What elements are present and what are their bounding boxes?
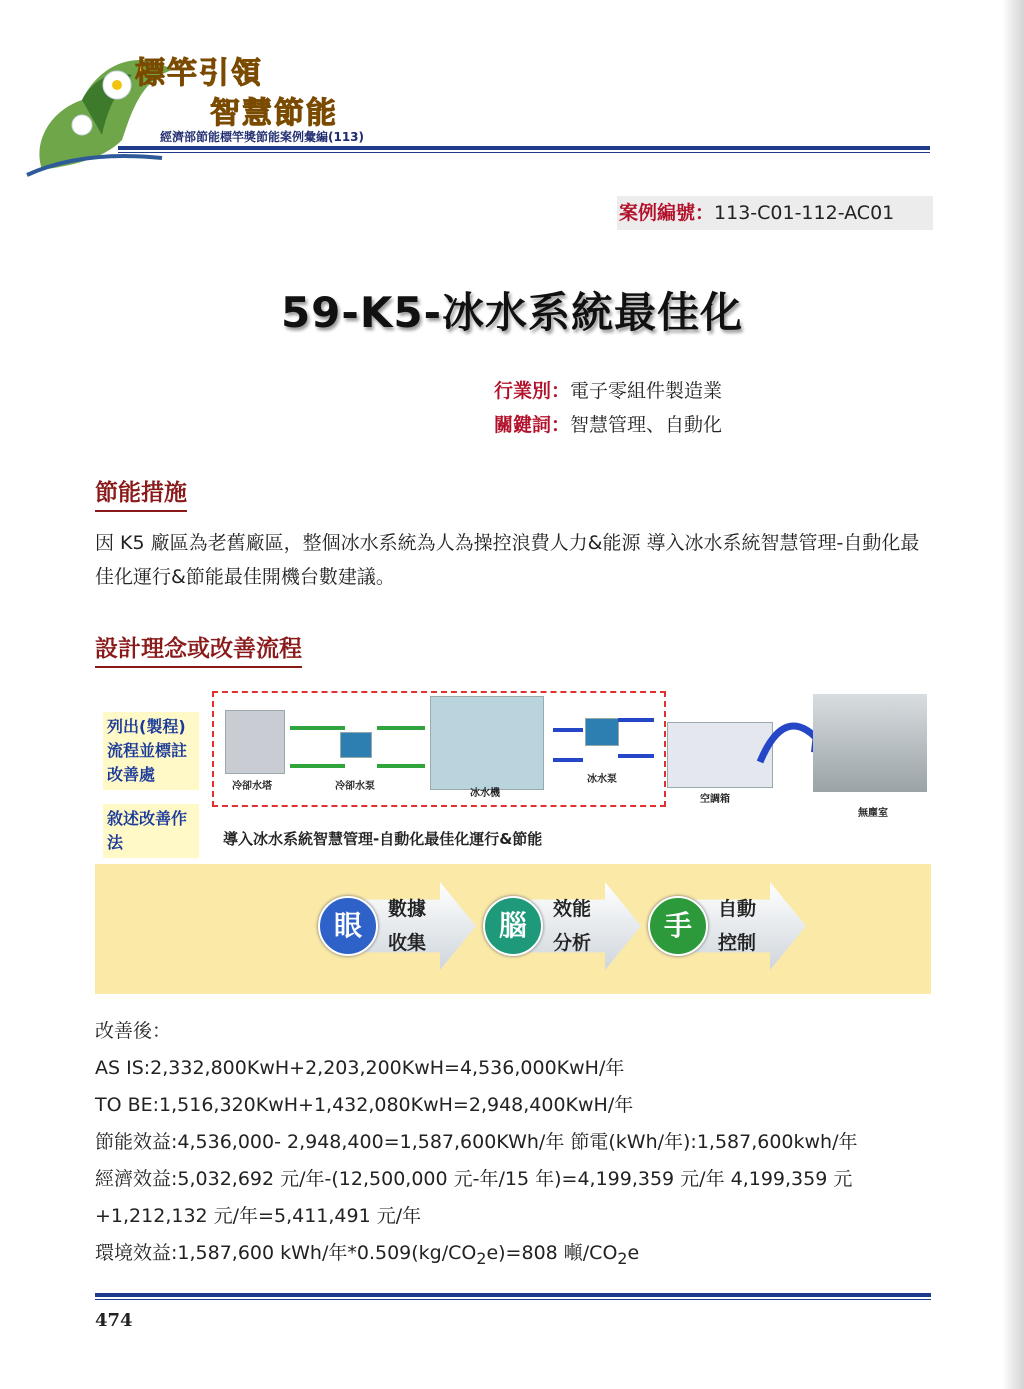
label-chilled-pump: 冰水泵	[587, 774, 617, 785]
step-data-collection	[318, 882, 478, 970]
step-automatic-control	[648, 882, 808, 970]
results-line-7	[95, 1235, 935, 1277]
label-air-handler: 空調箱	[700, 794, 730, 805]
footer-rule	[95, 1293, 931, 1297]
footer-rule-thin	[95, 1299, 931, 1300]
section-heading-design: 設計理念或改善流程	[95, 630, 302, 668]
header-rule	[118, 146, 930, 150]
eye-icon: 眼	[318, 896, 378, 956]
brain-icon: 腦	[483, 896, 543, 956]
step-label-line2: 控制	[718, 932, 757, 954]
industry-label: 行業別：	[494, 380, 571, 402]
step-label-line2: 收集	[388, 932, 427, 954]
figure-side-label-2: 敘述改善作法	[103, 804, 199, 858]
arrow-to-chiller	[377, 764, 425, 768]
keywords-label: 關鍵詞：	[494, 414, 571, 436]
arrow-chilled-supply	[553, 758, 583, 762]
page-edge-shadow	[1002, 0, 1024, 1389]
co2-subscript-1: 2	[476, 1248, 487, 1268]
results-line-4: 節能效益:4,536,000- 2,948,400=1,587,600KWh/年 節電(kWh/年):1,587,600kwh/年	[95, 1131, 858, 1153]
chilled-pump-image	[585, 718, 619, 746]
results-line-2: AS IS:2,332,800KwH+2,203,200KwH=4,536,000KwH/年	[95, 1057, 625, 1079]
industry-line	[494, 376, 722, 403]
step-label-line1: 數據	[388, 898, 427, 920]
results-block	[95, 1013, 935, 1277]
arrow-from-chiller	[377, 726, 425, 730]
results-line-7-part2: e)=808 噸/CO	[486, 1242, 618, 1264]
label-chiller: 冰水機	[470, 788, 500, 799]
measures-paragraph: 因 K5 廠區為老舊廠區，整個冰水系統為人為操控浪費人力&能源 導入冰水系統智慧管理-自動化最佳化運行&節能最佳開機台數建議。	[95, 532, 920, 588]
case-number-value: 113-C01-112-AC01	[714, 202, 895, 224]
step-label-line2: 分析	[553, 932, 592, 954]
section-heading-measures: 節能措施	[95, 474, 187, 512]
label-cooling-pump: 冷卻水泵	[335, 781, 375, 792]
hand-icon: 手	[648, 896, 708, 956]
page-title: 59-K5-冰水系統最佳化	[280, 288, 744, 337]
process-figure	[95, 688, 931, 994]
case-number-label: 案例編號：	[619, 202, 715, 224]
logo-title-line1: 標竿引領	[135, 56, 263, 91]
step-label-line1: 效能	[553, 898, 592, 920]
logo-title-line2: 智慧節能	[210, 96, 338, 131]
results-line-6: +1,212,132 元/年=5,411,491 元/年	[95, 1205, 422, 1227]
chiller-image	[430, 696, 544, 790]
page-number: 474	[95, 1310, 133, 1331]
cleanroom-image	[813, 694, 927, 792]
arrow-to-ahu-supply	[618, 754, 654, 758]
results-line-3: TO BE:1,516,320KwH+1,432,080KwH=2,948,400KwH/年	[95, 1094, 634, 1116]
step-label	[718, 892, 756, 960]
keywords-line	[494, 410, 722, 437]
arrow-chilled-return	[553, 728, 583, 732]
step-performance-analysis	[483, 882, 643, 970]
figure-caption: 導入冰水系統智慧管理-自動化最佳化運行&節能	[223, 830, 543, 848]
results-line-1: 改善後：	[95, 1020, 172, 1042]
arrow-to-ahu-return	[618, 718, 654, 722]
header-subtitle: 經濟部節能標竿獎節能案例彙編(113)	[160, 130, 365, 144]
label-cleanroom: 無塵室	[858, 808, 888, 819]
case-number	[617, 196, 933, 230]
keywords-value: 智慧管理、自動化	[570, 414, 723, 436]
industry-value: 電子零組件製造業	[570, 380, 723, 402]
results-line-5: 經濟效益:5,032,692 元/年-(12,500,000 元-年/15 年)=4,199,359 元/年 4,199,359 元	[95, 1168, 853, 1190]
step-label-line1: 自動	[718, 898, 757, 920]
step-label	[388, 892, 426, 960]
label-cooling-tower: 冷卻水塔	[232, 781, 272, 792]
arrow-to-pump	[290, 764, 345, 768]
co2-subscript-2: 2	[617, 1248, 628, 1268]
cooling-tower-image	[225, 710, 285, 774]
figure-side-label-1: 列出(製程)流程並標註改善處	[103, 712, 199, 790]
arrow-return-to-tower	[290, 726, 345, 730]
header-rule-thin	[118, 152, 930, 153]
results-line-7-part1: 環境效益:1,587,600 kWh/年*0.509(kg/CO	[95, 1242, 477, 1264]
results-line-7-part3: e	[627, 1242, 640, 1264]
step-label	[553, 892, 591, 960]
cooling-pump-image	[340, 732, 372, 758]
